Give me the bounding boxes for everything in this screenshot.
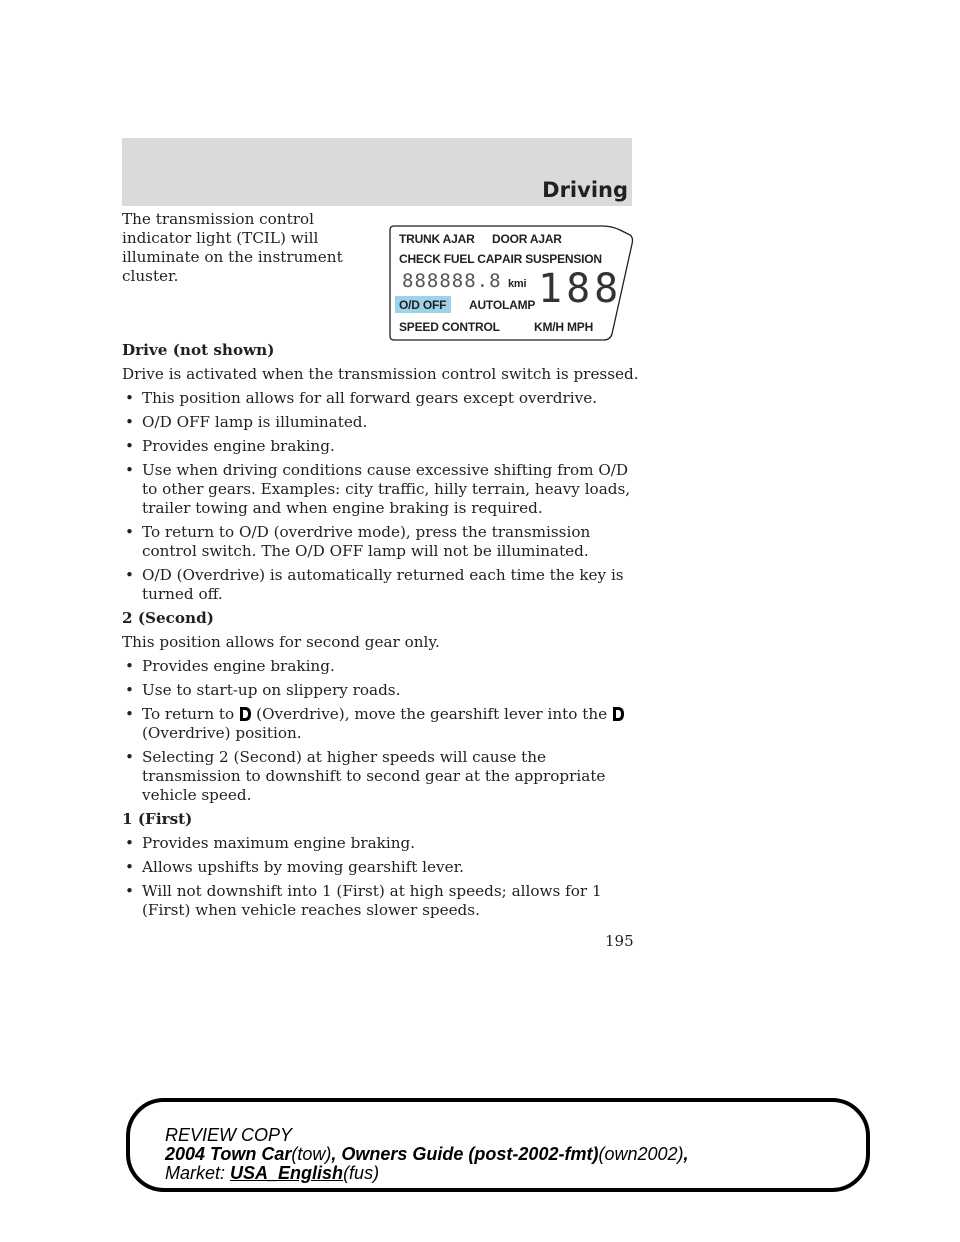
autolamp-label: AUTOLAMP	[469, 298, 536, 312]
list-item	[122, 437, 642, 456]
section-title: Driving	[542, 178, 628, 202]
review-market-label: Market:	[165, 1163, 226, 1183]
list-item	[122, 681, 642, 700]
kmh-mph-label: KM/H MPH	[534, 320, 594, 334]
list-item	[122, 882, 642, 920]
drive-bullet-text: To return to O/D (overdrive mode), press the transmission control switch. The O/D OFF lamp will not be illuminated.	[142, 523, 591, 560]
list-item	[122, 461, 642, 518]
air-suspension-label: AIR SUSPENSION	[502, 252, 602, 266]
review-market: USA_English	[230, 1163, 344, 1183]
drive-bullet-text: Provides engine braking.	[142, 437, 335, 455]
drive-heading: Drive (not shown)	[122, 341, 275, 359]
main-content	[122, 341, 642, 925]
second-bullet-list	[122, 657, 642, 805]
review-model: 2004 Town Car	[165, 1144, 292, 1164]
drive-d-icon	[238, 706, 252, 722]
drive-bullet-text: This position allows for all forward gears except overdrive.	[142, 389, 598, 407]
check-fuel-cap-label: CHECK FUEL CAP	[399, 252, 502, 266]
first-bullet-text: Allows upshifts by moving gearshift lever.	[142, 858, 465, 876]
speed-control-label: SPEED CONTROL	[399, 320, 500, 334]
instrument-cluster-illustration	[388, 222, 638, 347]
review-copy-label: REVIEW COPY	[165, 1125, 293, 1145]
list-item	[122, 413, 642, 432]
list-item	[122, 389, 642, 408]
bullet-icon: •	[125, 748, 134, 766]
list-item	[122, 858, 642, 877]
bullet-icon: •	[125, 657, 134, 675]
drive-bullet-text: Use when driving conditions cause excessive shifting from O/D to other gears. Examples: city traffic, hilly terrain, heavy loads, trailer towing and when engine braking is required.	[142, 461, 631, 517]
second-bullet-text: Use to start-up on slippery roads.	[142, 681, 401, 699]
list-item	[122, 748, 642, 805]
list-item	[122, 834, 642, 853]
bullet-icon: •	[125, 681, 134, 699]
od-off-label: O/D OFF	[399, 298, 447, 312]
page-number: 195	[605, 932, 634, 950]
drive-bullet-text: O/D (Overdrive) is automatically returned each time the key is turned off.	[142, 566, 624, 603]
bullet-icon: •	[125, 461, 134, 479]
second-heading: 2 (Second)	[122, 609, 214, 627]
door-ajar-label: DOOR AJAR	[492, 232, 562, 246]
first-bullet-text: Will not downshift into 1 (First) at high speeds; allows for 1 (First) when vehicle reaches slower speeds.	[142, 882, 602, 919]
speed-digits: 188	[538, 266, 623, 312]
bullet-icon: •	[125, 437, 134, 455]
odometer-digits: 888888.8	[402, 270, 502, 292]
bullet-icon: •	[125, 834, 134, 852]
intro-text: The transmission control indicator light (TCIL) will illuminate on the instrument cluster.	[122, 210, 343, 285]
odometer-unit: kmi	[508, 278, 527, 290]
second-intro: This position allows for second gear only.	[122, 633, 440, 651]
bullet-icon: •	[125, 882, 134, 900]
second-bullet-text: Selecting 2 (Second) at higher speeds will cause the transmission to downshift to second gear at the appropriate vehicle speed.	[142, 748, 606, 804]
list-item	[122, 566, 642, 604]
bullet-icon: •	[125, 389, 134, 407]
return-after-text: (Overdrive) position.	[142, 724, 302, 742]
review-copy-text: REVIEW COPY 2004 Town Car(tow), Owners Guide (post-2002-fmt)(own2002), Market: USA_English(fus)	[165, 1125, 689, 1183]
list-item	[122, 657, 642, 676]
review-guide: Owners Guide (post-2002-fmt)	[341, 1144, 599, 1164]
return-before-text: To return to	[142, 705, 235, 723]
bullet-icon: •	[125, 566, 134, 584]
first-bullet-text: Provides maximum engine braking.	[142, 834, 416, 852]
list-item	[122, 705, 642, 743]
review-market-code: (fus)	[343, 1163, 380, 1183]
return-middle-text: (Overdrive), move the gearshift lever into the	[256, 705, 608, 723]
review-guide-code: (own2002)	[598, 1144, 684, 1164]
first-heading: 1 (First)	[122, 810, 193, 828]
drive-bullet-list	[122, 389, 642, 604]
drive-d-icon	[611, 706, 625, 722]
bullet-icon: •	[125, 523, 134, 541]
bullet-icon: •	[125, 858, 134, 876]
bullet-icon: •	[125, 705, 134, 723]
bullet-icon: •	[125, 413, 134, 431]
first-bullet-list	[122, 834, 642, 920]
drive-intro: Drive is activated when the transmission control switch is pressed.	[122, 365, 639, 383]
review-model-code: (tow)	[291, 1144, 332, 1164]
second-bullet-text: Provides engine braking.	[142, 657, 335, 675]
section-header-band	[122, 138, 632, 206]
list-item	[122, 523, 642, 561]
drive-bullet-text: O/D OFF lamp is illuminated.	[142, 413, 368, 431]
trunk-ajar-label: TRUNK AJAR	[399, 232, 475, 246]
